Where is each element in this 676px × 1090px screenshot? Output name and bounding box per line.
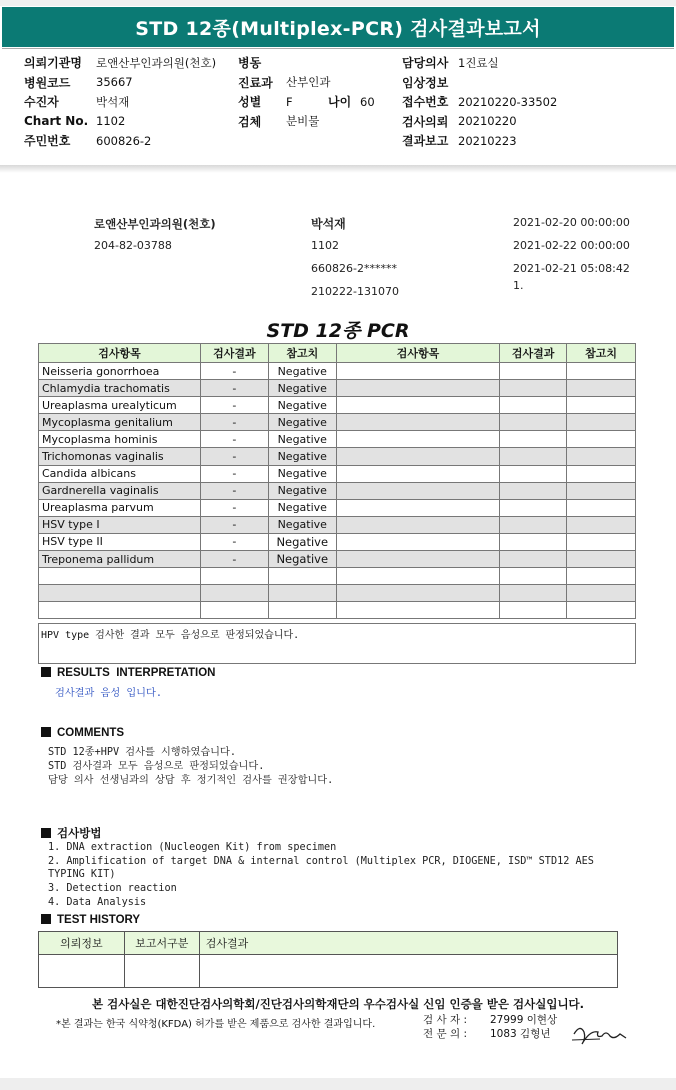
test-reference: Negative bbox=[268, 431, 336, 448]
test-item: Chlamydia trachomatis bbox=[39, 380, 201, 397]
hpv-note: HPV type 검사한 결과 모두 음성으로 판정되었습니다. bbox=[38, 623, 636, 664]
specialist-label: 전 문 의 : bbox=[423, 1028, 467, 1040]
test-result: - bbox=[200, 431, 268, 448]
value-report-date: 20210223 bbox=[458, 133, 517, 148]
test-item: Ureaplasma parvum bbox=[39, 499, 201, 516]
square-bullet-icon bbox=[41, 914, 51, 924]
history-heading-text: TEST HISTORY bbox=[57, 914, 141, 926]
label-ward: 병동 bbox=[238, 56, 262, 71]
value-doctor: 1진료실 bbox=[458, 55, 499, 70]
method-heading-text: 검사방법 bbox=[57, 828, 102, 840]
header-test-item: 검사항목 bbox=[39, 344, 201, 363]
history-header-request: 의뢰정보 bbox=[39, 932, 125, 955]
value-age: 60 bbox=[360, 94, 375, 109]
test-result: - bbox=[200, 533, 268, 550]
date-collected: 2021-02-20 00:00:00 bbox=[513, 216, 630, 229]
test-reference: Negative bbox=[268, 551, 336, 568]
kfda-note: *본 결과는 한국 식약청(KFDA) 허가를 받은 제품으로 검사한 결과입니다. bbox=[56, 1019, 376, 1030]
test-reference: Negative bbox=[268, 533, 336, 550]
method-line: 2. Amplification of target DNA & internal control (Multiplex PCR, DIOGENE, ISD™ STD12 AES bbox=[48, 856, 594, 867]
test-result: - bbox=[200, 499, 268, 516]
test-item: Ureaplasma urealyticum bbox=[39, 397, 201, 414]
table-row bbox=[39, 397, 636, 414]
label-sex: 성별 bbox=[238, 95, 262, 110]
header-reference: 참고치 bbox=[268, 344, 336, 363]
header-reference-2: 참고치 bbox=[567, 344, 636, 363]
value-resident-no: 600826-2 bbox=[96, 133, 152, 148]
comment-line: STD 검사결과 모두 음성으로 판정되었습니다. bbox=[48, 761, 265, 772]
square-bullet-icon bbox=[41, 667, 51, 677]
test-item: Gardnerella vaginalis bbox=[39, 482, 201, 499]
value-hospital-code: 35667 bbox=[96, 75, 133, 90]
interpretation-heading-text: RESULTS INTERPRETATION bbox=[57, 667, 216, 679]
label-department: 진료과 bbox=[238, 75, 273, 90]
business-number: 204-82-03788 bbox=[94, 239, 172, 252]
label-hospital-code: 병원코드 bbox=[24, 75, 71, 90]
test-reference: Negative bbox=[268, 380, 336, 397]
specialist-value: 1083 김형년 bbox=[490, 1028, 551, 1040]
test-reference: Negative bbox=[268, 465, 336, 482]
title-divider bbox=[2, 48, 674, 49]
square-bullet-icon bbox=[41, 828, 51, 838]
label-request-date: 검사의뢰 bbox=[402, 114, 449, 129]
label-chart-no: Chart No. bbox=[24, 114, 89, 129]
test-item: HSV type II bbox=[39, 533, 201, 550]
label-specimen: 검체 bbox=[238, 114, 262, 129]
history-header-report-type: 보고서구분 bbox=[124, 932, 199, 955]
date-reported: 2021-02-21 05:08:42 bbox=[513, 262, 630, 275]
value-chart-no: 1102 bbox=[96, 114, 126, 129]
test-item: Treponema pallidum bbox=[39, 551, 201, 568]
table-row bbox=[39, 448, 636, 465]
test-result: - bbox=[200, 448, 268, 465]
table-row bbox=[39, 431, 636, 448]
test-reference: Negative bbox=[268, 363, 336, 380]
pcr-results-table bbox=[38, 343, 636, 619]
test-item: Mycoplasma hominis bbox=[39, 431, 201, 448]
header-result-2: 검사결과 bbox=[500, 344, 567, 363]
table-row-empty bbox=[39, 602, 636, 619]
label-report-date: 결과보고 bbox=[402, 134, 449, 149]
method-line: 1. DNA extraction (Nucleogen Kit) from specimen bbox=[48, 842, 337, 853]
table-row-empty bbox=[39, 568, 636, 585]
square-bullet-icon bbox=[41, 727, 51, 737]
test-item: Mycoplasma genitalium bbox=[39, 414, 201, 431]
value-sex: F bbox=[286, 94, 293, 109]
comment-line: 담당 의사 선생님과의 상담 후 정기적인 검사를 권장합니다. bbox=[48, 775, 334, 786]
date-received: 2021-02-22 00:00:00 bbox=[513, 239, 630, 252]
comments-heading bbox=[41, 727, 124, 739]
test-item: HSV type I bbox=[39, 516, 201, 533]
patient-name: 박석재 bbox=[311, 217, 346, 231]
value-receipt-no: 20210220-33502 bbox=[458, 94, 558, 109]
test-result: - bbox=[200, 363, 268, 380]
method-line: TYPING KIT) bbox=[48, 869, 116, 880]
patient-receipt-no: 210222-131070 bbox=[311, 285, 399, 298]
header-info-col2 bbox=[238, 53, 398, 131]
comment-line: STD 12종+HPV 검사를 시행하였습니다. bbox=[48, 747, 236, 758]
test-result: - bbox=[200, 397, 268, 414]
table-row bbox=[39, 551, 636, 568]
header-result: 검사결과 bbox=[200, 344, 268, 363]
table-row bbox=[39, 363, 636, 380]
interpretation-text: 검사결과 음성 입니다. bbox=[55, 688, 162, 699]
test-result: - bbox=[200, 414, 268, 431]
pcr-title: STD 12종 PCR bbox=[266, 320, 410, 342]
history-heading bbox=[41, 914, 140, 926]
label-patient: 수진자 bbox=[24, 95, 59, 110]
value-department: 산부인과 bbox=[286, 75, 331, 90]
value-requesting-org: 로앤산부인과의원(천호) bbox=[96, 55, 217, 70]
test-reference: Negative bbox=[268, 414, 336, 431]
method-heading bbox=[41, 825, 101, 841]
table-row bbox=[39, 414, 636, 431]
date-reported-suffix: 1. bbox=[513, 279, 524, 292]
table-row bbox=[39, 533, 636, 550]
patient-chart: 1102 bbox=[311, 239, 339, 252]
test-reference: Negative bbox=[268, 499, 336, 516]
signature-icon bbox=[570, 1020, 630, 1048]
label-clinical-info: 임상정보 bbox=[402, 75, 449, 90]
method-line: 3. Detection reaction bbox=[48, 883, 177, 894]
test-reference: Negative bbox=[268, 516, 336, 533]
table-row bbox=[39, 499, 636, 516]
test-result: - bbox=[200, 482, 268, 499]
value-request-date: 20210220 bbox=[458, 114, 517, 129]
test-result: - bbox=[200, 465, 268, 482]
value-specimen: 분비물 bbox=[286, 114, 320, 129]
examiner-label: 검 사 자 : bbox=[423, 1014, 467, 1026]
method-line: 4. Data Analysis bbox=[48, 897, 147, 908]
patient-resident-no: 660826-2****** bbox=[311, 262, 397, 275]
table-row bbox=[39, 482, 636, 499]
header-info-col1 bbox=[24, 53, 216, 151]
label-doctor: 담당의사 bbox=[402, 56, 449, 71]
label-resident-no: 주민번호 bbox=[24, 134, 71, 149]
history-table bbox=[38, 931, 618, 988]
test-result: - bbox=[200, 380, 268, 397]
test-item: Trichomonas vaginalis bbox=[39, 448, 201, 465]
section-separator bbox=[0, 165, 676, 173]
examiner-value: 27999 이현상 bbox=[490, 1014, 558, 1026]
table-row bbox=[39, 465, 636, 482]
label-receipt-no: 접수번호 bbox=[402, 95, 449, 110]
test-reference: Negative bbox=[268, 482, 336, 499]
comments-heading-text: COMMENTS bbox=[57, 727, 125, 739]
test-item: Neisseria gonorrhoea bbox=[39, 363, 201, 380]
certification-text: 본 검사실은 대한진단검사의학회/진단검사의학재단의 우수검사실 신임 인증을 받은 검사실입니다. bbox=[91, 997, 585, 1011]
test-reference: Negative bbox=[268, 397, 336, 414]
value-patient: 박석재 bbox=[96, 94, 130, 109]
test-item: Candida albicans bbox=[39, 465, 201, 482]
table-row bbox=[39, 380, 636, 397]
interpretation-heading bbox=[41, 667, 215, 679]
header-test-item-2: 검사항목 bbox=[336, 344, 499, 363]
top-strip bbox=[0, 0, 676, 6]
label-age: 나이 bbox=[328, 95, 352, 110]
clinic-name: 로앤산부인과의원(천호) bbox=[94, 217, 216, 231]
test-result: - bbox=[200, 551, 268, 568]
history-header-result: 검사결과 bbox=[199, 932, 617, 955]
bottom-strip bbox=[0, 1078, 676, 1090]
table-row-empty bbox=[39, 955, 618, 988]
test-reference: Negative bbox=[268, 448, 336, 465]
report-title: STD 12종(Multiplex-PCR) 검사결과보고서 bbox=[2, 7, 674, 47]
table-row-empty bbox=[39, 585, 636, 602]
header-info-col3 bbox=[402, 53, 557, 151]
label-requesting-org: 의뢰기관명 bbox=[24, 56, 82, 71]
table-row bbox=[39, 516, 636, 533]
test-result: - bbox=[200, 516, 268, 533]
